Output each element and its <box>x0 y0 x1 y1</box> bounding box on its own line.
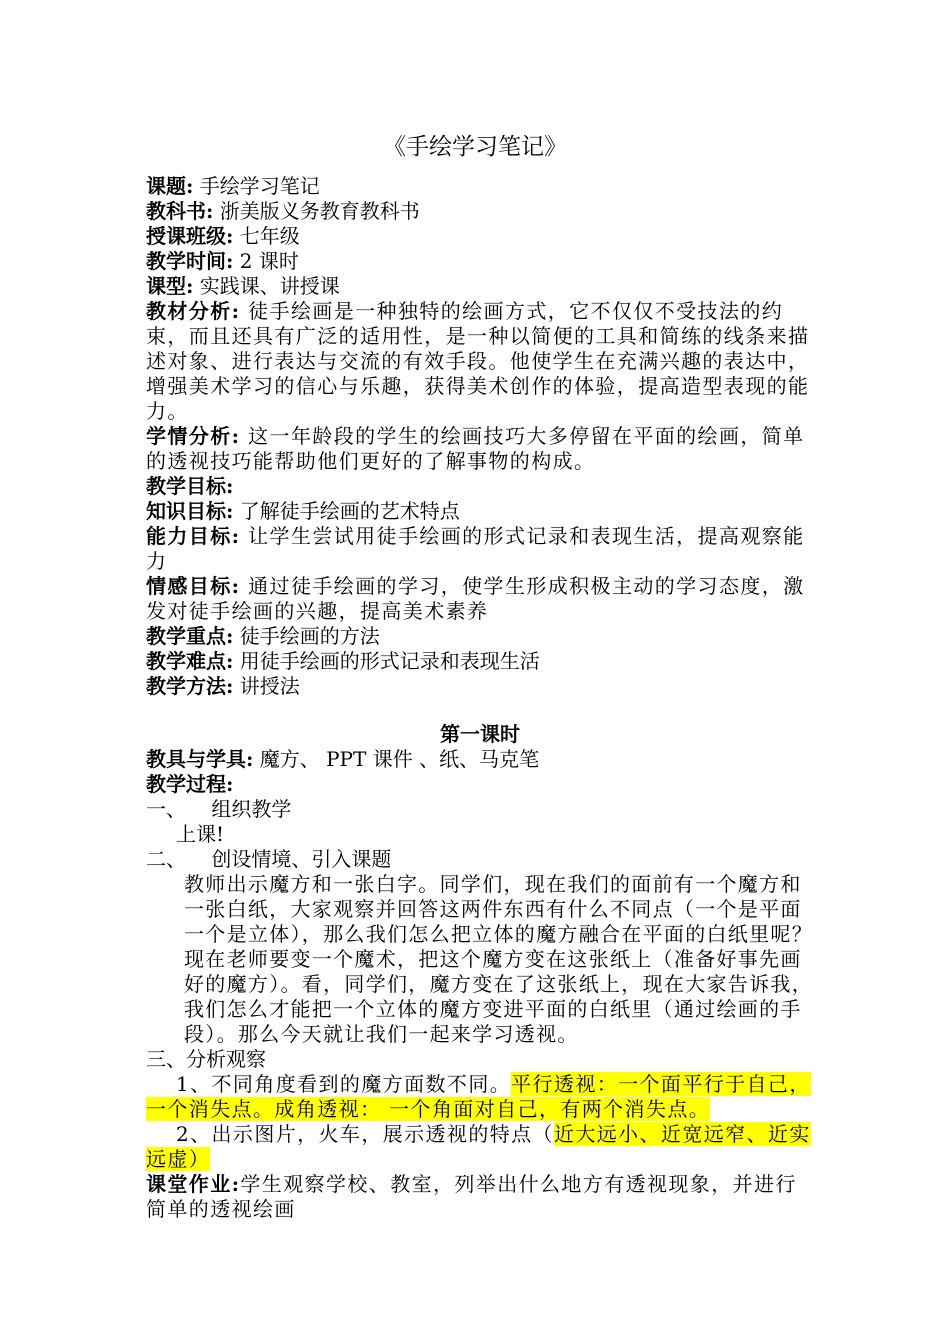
info-topic: 课题: 手绘学习笔记 <box>146 174 320 198</box>
step3-heading: 三、分析观察 <box>146 1047 266 1071</box>
step2-text: 教师出示魔方和一张白字。同学们，现在我们的面前有一个魔方和一张白纸，大家观察并回答这两件东西有什么不同点（一个是平面一个是立体），那么我们怎么把立体的魔方融合在平面的白纸里呢？现在老师要变一个魔术，把这个魔方变在这张纸上（准备好事先画好的魔方）。看，同学们，魔方变在了这张纸上，现在大家告诉我，我们怎么才能把一个立体的魔方变进平面的白纸里（通过绘画的手段）。那么今天就让我们一起来学习透视。 <box>184 872 813 1046</box>
highlight-perspective-features: 近大远小、近宽远窄、近实远虚） <box>146 1122 811 1171</box>
homework: 课堂作业:学生观察学校、教室，列举出什么地方有透视现象，并进行简单的透视绘画 <box>146 1172 797 1221</box>
material-analysis: 教材分析: 徒手绘画是一种独特的绘画方式，它不仅仅不受技法的约束，而且还具有广泛的适用性，是一种以简便的工具和简练的线条来描述对象、进行表达与交流的有效手段。他使学生在充满兴趣的表达中，增强美术学习的信心与乐趣，获得美术创作的体验，提高造型表现的能力。 <box>146 299 810 423</box>
lesson1-section <box>146 722 814 1222</box>
info-class: 授课班级: 七年级 <box>146 224 300 248</box>
goals-heading: 教学目标: <box>146 474 234 498</box>
key-point: 教学重点: 徒手绘画的方法 <box>146 624 380 648</box>
document-title: 《手绘学习笔记》 <box>383 134 567 160</box>
highlight-perspective-types: 平行透视：一个面平行于自己，一个消失点。成角透视： 一个角面对自己，有两个消失点。 <box>146 1072 811 1121</box>
step1-sub: 上课! <box>176 822 225 846</box>
step2-heading: 二、 创设情境、引入课题 <box>146 847 392 871</box>
lesson-info <box>146 174 814 699</box>
info-duration: 教学时间: 2 课时 <box>146 249 299 273</box>
teaching-method: 教学方法: 讲授法 <box>146 674 300 698</box>
process-heading: 教学过程: <box>146 772 234 796</box>
knowledge-goal: 知识目标: 了解徒手绘画的艺术特点 <box>146 499 460 523</box>
info-type: 课型: 实践课、讲授课 <box>146 274 340 298</box>
difficulty: 教学难点: 用徒手绘画的形式记录和表现生活 <box>146 649 540 673</box>
info-textbook: 教科书: 浙美版义务教育教科书 <box>146 199 420 223</box>
step3-point1: 1、不同角度看到的魔方面数不同。平行透视：一个面平行于自己，一个消失点。成角透视： 一个角面对自己，有两个消失点。 <box>146 1072 811 1121</box>
student-analysis: 学情分析: 这一年龄段的学生的绘画技巧大多停留在平面的绘画，简单的透视技巧能帮助他们更好的了解事物的构成。 <box>146 424 805 473</box>
lesson1-heading: 第一课时 <box>440 722 520 746</box>
ability-goal: 能力目标: 让学生尝试用徒手绘画的形式记录和表现生活，提高观察能力 <box>146 524 805 573</box>
step1-heading: 一、 组织教学 <box>146 797 292 821</box>
tools-line: 教具与学具: 魔方、 PPT 课件 、纸、马克笔 <box>146 747 540 771</box>
step3-point2: 2、出示图片，火车，展示透视的特点（近大远小、近宽远窄、近实远虚） <box>146 1122 811 1171</box>
emotion-goal: 情感目标: 通过徒手绘画的学习，使学生形成积极主动的学习态度，激发对徒手绘画的兴趣，提高美术素养 <box>146 574 805 623</box>
